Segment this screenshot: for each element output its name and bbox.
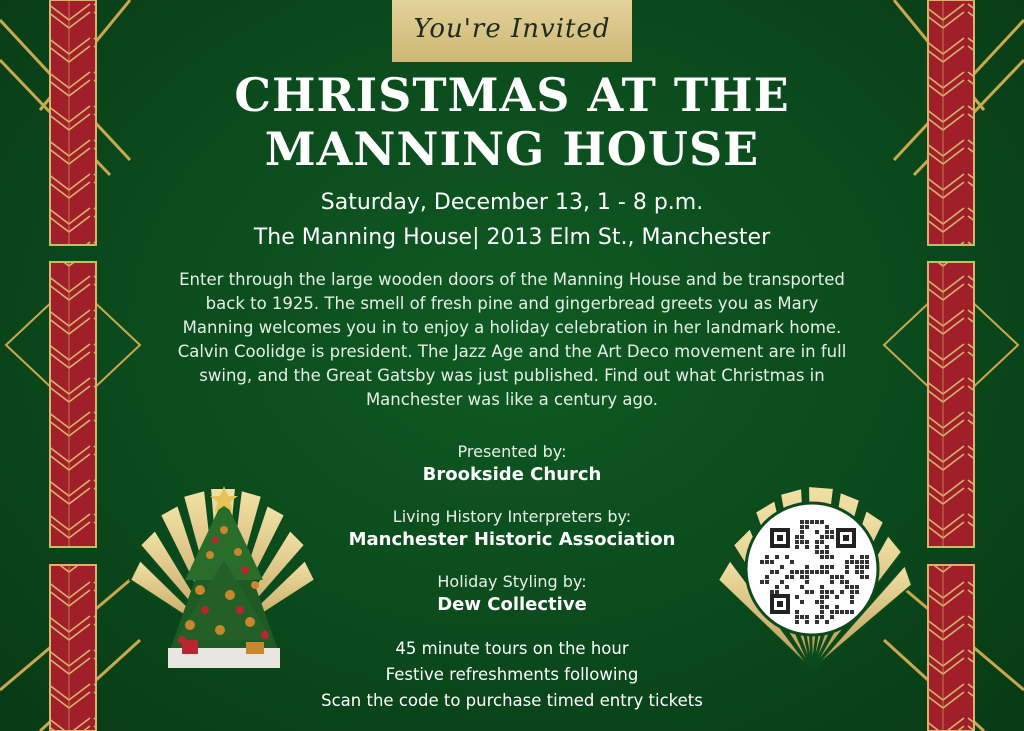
description-line: Manchester was like a century ago. (365, 390, 659, 409)
credit-interpreters (262, 506, 762, 552)
event-description (140, 268, 884, 412)
event-title (150, 68, 874, 176)
description-line: swing, and the Great Gatsby was just published. Find out what Christmas in (199, 366, 825, 385)
credit-org: Dew Collective (437, 594, 587, 615)
qr-code-icon (746, 503, 878, 635)
title-line-2: MANNING HOUSE (264, 122, 760, 176)
description-line: back to 1925. The smell of fresh pine and gingerbread greets you as Mary (205, 294, 819, 313)
credit-styling (262, 571, 762, 617)
description-line: Enter through the large wooden doors of the Manning House and be transported (179, 270, 845, 289)
event-footer (262, 636, 762, 714)
description-line: Manning welcomes you in to enjoy a holiday celebration in her landmark home. (182, 318, 842, 337)
event-date: Saturday, December 13, 1 - 8 p.m. (320, 190, 704, 215)
credit-org: Brookside Church (422, 464, 602, 485)
credit-org: Manchester Historic Association (348, 529, 676, 550)
credit-label: Presented by: (457, 442, 567, 461)
footer-line: Scan the code to purchase timed entry tickets (321, 691, 703, 710)
invited-banner (392, 0, 632, 62)
event-location: The Manning House| 2013 Elm St., Manchester (253, 225, 771, 250)
banner-text: You're Invited (413, 14, 611, 44)
footer-line: Festive refreshments following (385, 665, 639, 684)
footer-line: 45 minute tours on the hour (395, 639, 629, 658)
title-line-1: CHRISTMAS AT THE (234, 68, 790, 122)
credit-label: Holiday Styling by: (437, 572, 587, 591)
credit-label: Living History Interpreters by: (392, 507, 632, 526)
description-line: Calvin Coolidge is president. The Jazz Age and the Art Deco movement are in full (177, 342, 847, 361)
credit-presented (262, 441, 762, 487)
